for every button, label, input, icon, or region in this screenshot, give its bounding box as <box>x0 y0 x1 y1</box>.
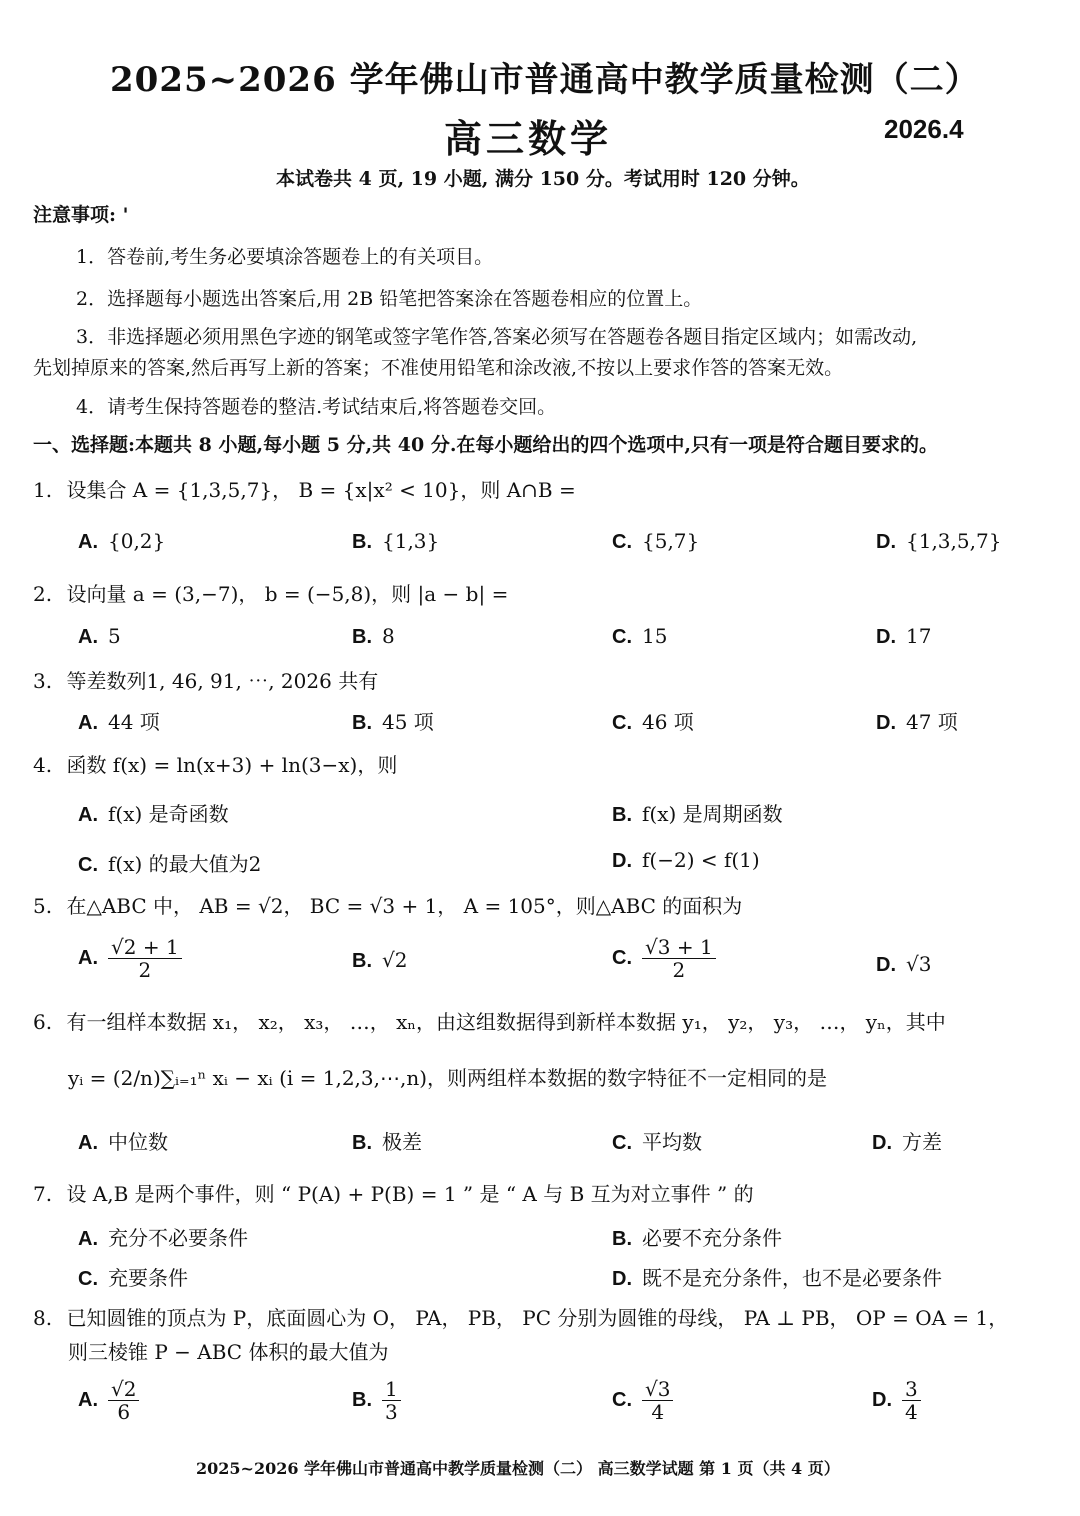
option-text: 必要不充分条件 <box>642 1226 782 1250</box>
option-c[interactable] <box>612 624 667 649</box>
fraction-denominator: 4 <box>905 1400 918 1424</box>
option-label: D. <box>876 626 896 648</box>
option-text: 44 项 <box>108 710 160 734</box>
fraction-denominator: 6 <box>117 1400 131 1424</box>
option-text: 5 <box>108 624 121 648</box>
fraction <box>902 1378 921 1423</box>
option-text: 方差 <box>902 1130 942 1154</box>
question-number: 1. <box>33 478 53 502</box>
option-label: A. <box>78 626 98 648</box>
question-text: 函数 f(x) = ln(x+3) + ln(3−x)，则 <box>66 753 398 777</box>
question-3-stem <box>33 665 378 694</box>
option-label: D. <box>872 1132 892 1154</box>
fraction-numerator: √2 <box>108 1378 139 1401</box>
option-b[interactable] <box>352 1378 401 1423</box>
note-item: 4．请考生保持答题卷的整洁.考试结束后,将答题卷交回。 <box>76 396 557 418</box>
option-label: C. <box>612 1132 632 1154</box>
option-text: 47 项 <box>906 710 958 734</box>
fraction-denominator: 2 <box>138 958 152 982</box>
option-b[interactable] <box>352 1126 422 1155</box>
option-c[interactable] <box>612 529 699 554</box>
option-label: D. <box>876 531 896 553</box>
option-label: C. <box>612 947 632 969</box>
question-number: 4. <box>33 753 53 777</box>
option-label: B. <box>352 1132 372 1154</box>
option-text: 极差 <box>382 1130 422 1154</box>
option-a[interactable] <box>78 624 121 649</box>
option-c[interactable] <box>78 1262 188 1291</box>
option-a[interactable] <box>78 706 160 735</box>
option-text: √3 <box>906 952 932 976</box>
option-text: 17 <box>906 624 932 648</box>
option-label: A. <box>78 531 98 553</box>
option-text: {1,3,5,7} <box>906 529 1002 553</box>
option-text: 中位数 <box>108 1130 168 1154</box>
notes-heading: 注意事项: ' <box>33 204 129 226</box>
option-b[interactable] <box>352 529 439 554</box>
question-text: 设集合 A = {1,3,5,7}， B = {x|x² < 10}，则 A∩B = <box>66 478 576 502</box>
option-text: 15 <box>642 624 668 648</box>
option-d[interactable] <box>876 706 958 735</box>
option-text: 充分不必要条件 <box>108 1226 248 1250</box>
option-d[interactable] <box>612 1262 942 1291</box>
option-label: A. <box>78 804 98 826</box>
question-5-stem <box>33 890 742 919</box>
option-text: 平均数 <box>642 1130 702 1154</box>
option-label: B. <box>352 712 372 734</box>
question-8-stem-line2: 则三棱锥 P − ABC 体积的最大值为 <box>68 1340 389 1364</box>
option-label: B. <box>352 950 372 972</box>
question-text: 设 A,B 是两个事件，则 “ P(A) + P(B) = 1 ” 是 “ A 与 B 互为对立事件 ” 的 <box>66 1182 754 1206</box>
option-label: A. <box>78 712 98 734</box>
question-number: 2. <box>33 582 53 606</box>
option-label: A. <box>78 947 98 969</box>
option-c[interactable] <box>612 1378 673 1423</box>
option-label: C. <box>612 712 632 734</box>
option-d[interactable] <box>876 529 1001 554</box>
option-text: f(−2) < f(1) <box>642 848 760 872</box>
option-c[interactable] <box>612 936 716 981</box>
note-item: 3．非选择题必须用黑色字迹的钢笔或签字笔作答,答案必须写在答题卷各题目指定区域内；如需改动, <box>76 326 918 348</box>
option-label: C. <box>78 854 98 876</box>
fraction-numerator: √3 + 1 <box>642 936 716 959</box>
question-number: 6. <box>33 1010 53 1034</box>
option-label: D. <box>876 712 896 734</box>
fraction-numerator: 3 <box>902 1378 921 1401</box>
fraction-numerator: 1 <box>382 1378 401 1401</box>
option-label: D. <box>876 954 896 976</box>
fraction-numerator: √3 <box>642 1378 673 1401</box>
note-item: 1．答卷前,考生务必要填涂答题卷上的有关项目。 <box>76 246 494 268</box>
question-number: 5. <box>33 894 53 918</box>
option-a[interactable] <box>78 798 229 827</box>
subject-title: 高三数学 <box>444 116 613 161</box>
exam-title: 2025~2026 学年佛山市普通高中教学质量检测（二） <box>110 60 980 100</box>
exam-date: 2026.4 <box>884 114 964 144</box>
exam-info: 本试卷共 4 页, 19 小题, 满分 150 分。考试用时 120 分钟。 <box>276 168 810 190</box>
option-b[interactable] <box>352 624 395 649</box>
fraction <box>108 1378 139 1423</box>
fraction-denominator: 3 <box>385 1400 398 1424</box>
question-6-formula: yᵢ = (2/n)∑ᵢ₌₁ⁿ xᵢ − xᵢ (i = 1,2,3,⋯,n)，则两组样本数据的数字特征不一定相同的是 <box>68 1066 828 1090</box>
option-text: 8 <box>382 624 395 648</box>
fraction <box>382 1378 401 1423</box>
fraction-denominator: 2 <box>672 958 686 982</box>
option-text: 既不是充分条件，也不是必要条件 <box>642 1266 942 1290</box>
option-label: C. <box>612 626 632 648</box>
fraction <box>108 936 182 981</box>
option-text: f(x) 是周期函数 <box>642 802 783 826</box>
option-b[interactable] <box>352 706 434 735</box>
option-d[interactable] <box>872 1378 921 1423</box>
option-a[interactable] <box>78 1222 248 1251</box>
option-d[interactable] <box>612 848 760 873</box>
question-text: 等差数列1, 46, 91, ⋯, 2026 共有 <box>66 669 379 693</box>
option-text: 45 项 <box>382 710 434 734</box>
option-label: B. <box>612 1228 632 1250</box>
option-label: B. <box>352 626 372 648</box>
option-label: C. <box>612 531 632 553</box>
question-2-stem <box>33 578 508 607</box>
option-d[interactable] <box>872 1126 942 1155</box>
option-text: 充要条件 <box>108 1266 188 1290</box>
fraction <box>642 1378 673 1423</box>
option-text: f(x) 是奇函数 <box>108 802 229 826</box>
question-8-stem <box>33 1302 1008 1331</box>
option-a[interactable] <box>78 1126 168 1155</box>
question-7-stem <box>33 1178 754 1207</box>
option-label: B. <box>352 1389 372 1411</box>
option-label: B. <box>612 804 632 826</box>
fraction <box>642 936 716 981</box>
option-c[interactable] <box>612 1126 702 1155</box>
question-text: 有一组样本数据 x₁， x₂， x₃， …， xₙ，由这组数据得到新样本数据 y₁， y₂， y₃， …， yₙ，其中 <box>66 1010 946 1034</box>
fraction-denominator: 4 <box>651 1400 665 1424</box>
option-label: C. <box>78 1268 98 1290</box>
option-label: A. <box>78 1132 98 1154</box>
question-number: 3. <box>33 669 53 693</box>
option-d[interactable] <box>876 952 931 977</box>
option-label: D. <box>612 850 632 872</box>
option-c[interactable] <box>78 848 261 877</box>
question-1-stem <box>33 474 576 503</box>
option-text: {5,7} <box>642 529 700 553</box>
question-4-stem <box>33 749 397 778</box>
option-b[interactable] <box>612 798 783 827</box>
option-c[interactable] <box>612 706 694 735</box>
option-label: A. <box>78 1228 98 1250</box>
option-b[interactable] <box>352 948 407 973</box>
question-number: 7. <box>33 1182 53 1206</box>
page-footer: 2025~2026 学年佛山市普通高中教学质量检测（二） 高三数学试题 第 1 页（共 4 页） <box>196 1459 840 1478</box>
option-text: {0,2} <box>108 529 166 553</box>
option-label: D. <box>612 1268 632 1290</box>
option-a[interactable] <box>78 936 182 981</box>
option-text: {1,3} <box>382 529 440 553</box>
question-text: 设向量 a = (3,−7)， b = (−5,8)，则 |a − b| = <box>66 582 509 606</box>
fraction-numerator: √2 + 1 <box>108 936 182 959</box>
question-6-stem <box>33 1006 946 1035</box>
option-text: 46 项 <box>642 710 694 734</box>
section-heading: 一、选择题:本题共 8 小题,每小题 5 分,共 40 分.在每小题给出的四个选项中,只有一项是符合题目要求的。 <box>33 434 939 456</box>
option-text: √2 <box>382 948 408 972</box>
note-item: 2．选择题每小题选出答案后,用 2B 铅笔把答案涂在答题卷相应的位置上。 <box>76 288 703 310</box>
option-text: f(x) 的最大值为2 <box>108 852 262 876</box>
option-label: B. <box>352 531 372 553</box>
note-item: 先划掉原来的答案,然后再写上新的答案；不准使用铅笔和涂改液,不按以上要求作答的答案无效。 <box>33 357 844 379</box>
option-d[interactable] <box>876 624 931 649</box>
option-b[interactable] <box>612 1222 782 1251</box>
option-label: C. <box>612 1389 632 1411</box>
option-a[interactable] <box>78 529 165 554</box>
option-label: A. <box>78 1389 98 1411</box>
question-text: 已知圆锥的顶点为 P，底面圆心为 O， PA， PB， PC 分别为圆锥的母线， PA ⊥ PB， OP = OA = 1， <box>66 1306 1009 1330</box>
option-a[interactable] <box>78 1378 139 1423</box>
question-text: 在△ABC 中， AB = √2， BC = √3 + 1， A = 105°，则△ABC 的面积为 <box>66 894 743 918</box>
question-number: 8. <box>33 1306 53 1330</box>
option-label: D. <box>872 1389 892 1411</box>
